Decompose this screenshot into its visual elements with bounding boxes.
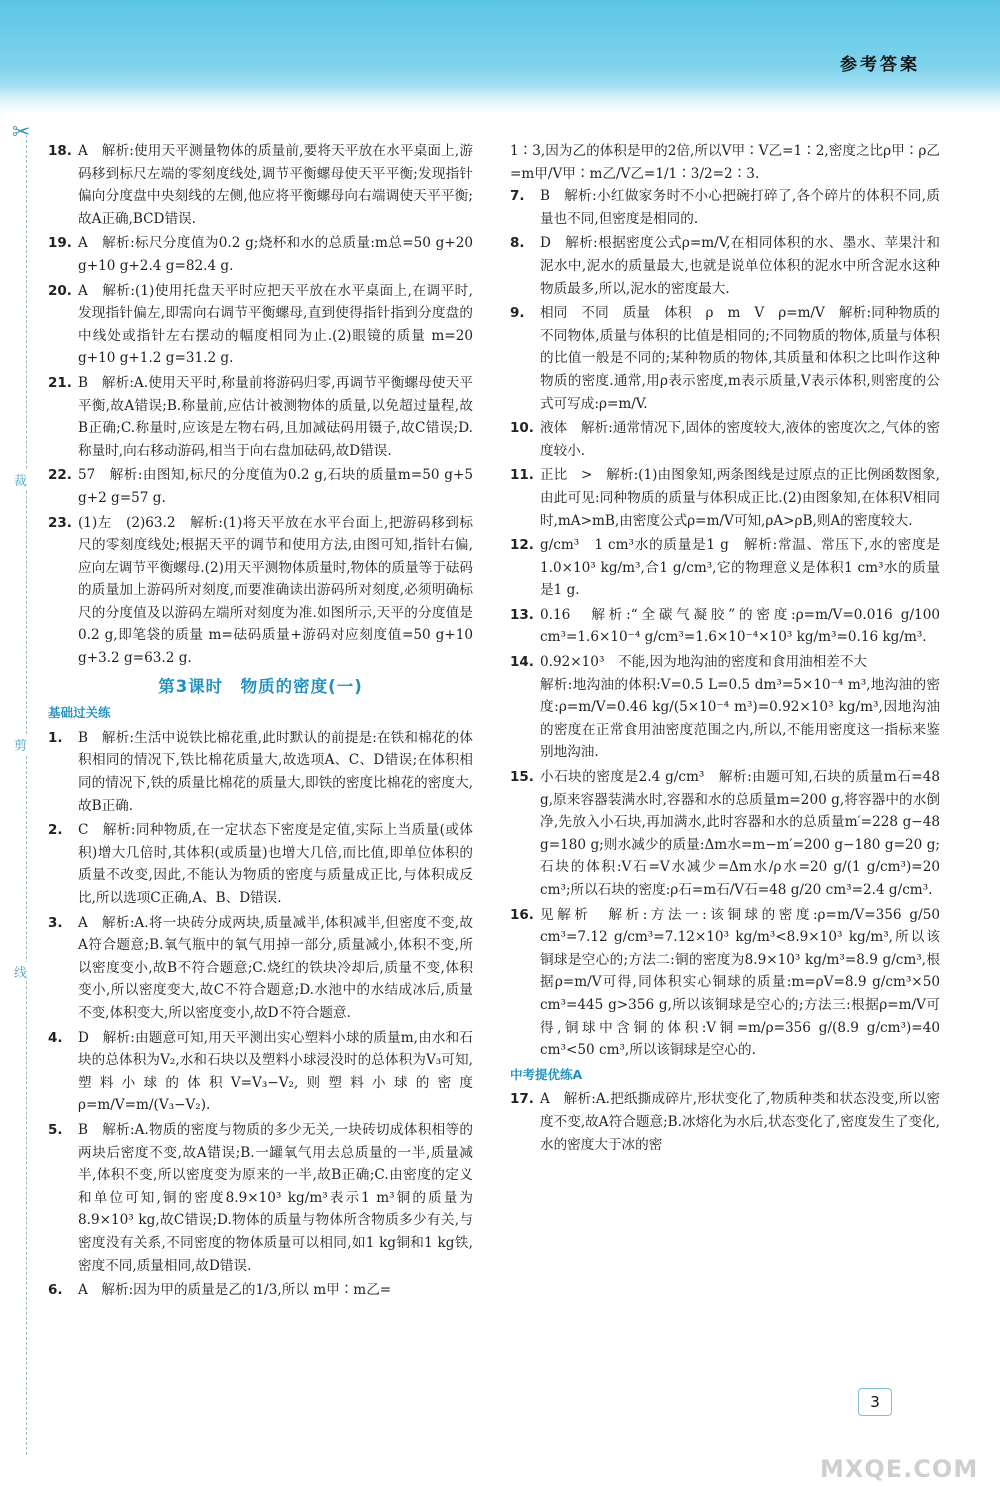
lesson-title: 第3课时 物质的密度(一) — [158, 676, 363, 696]
answer-item: 7. B 解析:小红做家务时不小心把碗打碎了,各个碎片的体积不同,质量也不同,但密度是相同的. — [510, 188, 940, 227]
answer-item: 16. 见解析 解析:方法一:该铜球的密度:ρ=m/V=356 g/50 cm³=7.12 g/cm³=7.12×10³ kg/m³<8.9×10³ kg/m³,所以该铜球是空心的;方法二:铜的密度为8.9×10³ kg/m³=8.9 g/cm³,根据ρ=m/V可得,同体积实心铜球的质量:m=ρV=8.9 g/cm³×50 cm³=445 g>356 g,所以该铜球是空心的;方法三:根据ρ=m/V可得,铜球中含铜的体积:V铜=m/ρ=356 g/(8.9 g/cm³)=40 cm³<50 cm³,所以该铜球是空心的. — [510, 906, 945, 1059]
cut-label-1: 裁 — [14, 470, 27, 489]
cut-label-3: 线 — [14, 962, 27, 981]
answer-item: 17. A 解析:A.把纸撕成碎片,形状变化了,物质种类和状态没变,所以密度不变,故A符合题意;B.冰熔化为水后,状态变化了,密度发生了变化,水的密度大于冰的密 — [510, 1091, 940, 1153]
scissors-icon: ✂ — [12, 120, 31, 145]
header-banner-edge — [0, 86, 1000, 116]
answer-list-prev — [48, 140, 478, 670]
answer-item: 21. B 解析:A.使用天平时,称量前将游码归零,再调节平衡螺母使天平平衡,故A错误;B.称量前,应估计被测物体的质量,以免超过量程,故B正确;C.称量时,应该是左物右码,且加减砝码用镊子,故C错误;D.称量时,向右移动游码,相当于向右盘加砝码,故D错误. — [48, 374, 473, 459]
answer-item: 23. (1)左 (2)63.2 解析:(1)将天平放在水平台面上,把游码移到标尺的零刻度线处;根据天平的调节和使用方法,由图可知,指针右偏,应向左调节平衡螺母.(2)用天平测物体质量时,物体的质量等于砝码的质量加上游码所对刻度,而要准确读出游码所对刻度,必须明确标尺的分度值及以游码左端所对刻度为准.如图所示,天平的分度值是0.2 g,即笔袋的质量 m=砝码质量+游码对应刻度值=50 g+10 g+3.2 g=63.2 g. — [48, 514, 478, 667]
answer-list-exam — [510, 1088, 940, 1156]
answer-item: 6. A 解析:因为甲的质量是乙的1/3,所以 m甲∶m乙= — [48, 1282, 392, 1299]
page-header-title: 参考答案 — [840, 55, 920, 75]
answer-item: 22. 57 解析:由图知,标尺的分度值为0.2 g,石块的质量m=50 g+5 g+2 g=57 g. — [48, 467, 478, 506]
cut-line — [26, 135, 27, 1455]
answer-item: 10. 液体 解析:通常情况下,固体的密度较大,液体的密度次之,气体的密度较小. — [510, 420, 940, 459]
answer-item: 5. B 解析:A.物质的密度与物质的多少无关,一块砖切成体积相等的两块后密度不变,故A错误;B.一罐氧气用去总质量的一半,质量减半,体积不变,所以密度变为原来的一半,故B正确;C.由密度的定义和单位可知,铜的密度8.9×10³ kg/m³表示1 m³铜的质量为8.9×10³ kg,故C错误;D.物体的质量与物体所含物质多少有关,与密度没有关系,不同密度的物体质量可以相同,如1 kg铜和1 kg铁,密度不同,质量相同,故D错误. — [48, 1121, 473, 1274]
answer-item: 4. D 解析:由题意可知,用天平测出实心塑料小球的质量m,由水和石块的总体积为V₂,水和石块以及塑料小球浸没时的总体积为V₃可知,塑料小球的体积V=V₃−V₂,则塑料小球的密度 ρ=m/V=m/(V₃−V₂). — [48, 1029, 478, 1114]
answer-continuation: 1∶3,因为乙的体积是甲的2倍,所以V甲∶V乙=1∶2,密度之比ρ甲∶ρ乙=m甲/V甲∶m乙/V乙=1/1∶3/2=2∶3. — [510, 143, 940, 182]
answer-item: 1. B 解析:生活中说铁比棉花重,此时默认的前提是:在铁和棉花的体积相同的情况下,铁比棉花质量大,故选项A、C、D错误;在体积相同的情况下,铁的质量比棉花的质量大,即铁的密度比棉花的密度大,故B正确. — [48, 729, 473, 814]
answer-item: 8. D 解析:根据密度公式ρ=m/V,在相同体积的水、墨水、苹果汁和泥水中,泥水的质量最大,也就是说单位体积的泥水中所含泥水这种物质最多,所以,泥水的密度最大. — [510, 235, 940, 297]
answer-list-basic — [48, 727, 478, 1302]
answer-item: 13. 0.16 解析:“全碳气凝胶”的密度:ρ=m/V=0.016 g/100 cm³=1.6×10⁻⁴ g/cm³=1.6×10⁻⁴×10³ kg/m³=0.16 kg/m³. — [510, 606, 945, 646]
section-exam: 中考提优练A — [510, 1066, 583, 1082]
answer-item: 2. C 解析:同种物质,在一定状态下密度是定值,实际上当质量(或体积)增大几倍时,其体积(或质量)也增大几倍,而比值,即单位体积的质量不改变,因此,不能认为物质的密度与质量成正比,与体积成反比,所以选项C正确,A、B、D错误. — [48, 822, 473, 906]
answer-list-right — [510, 185, 945, 1062]
answer-item: 9. 相同 不同 质量 体积 ρ m V ρ=m/V 解析:同种物质的不同物体,质量与体积的比值是相同的;不同物质的物体,质量与体积的比值一般是不同的;某种物质的物体,其质量和体积之比叫作这种物质的密度.通常,用ρ表示密度,m表示质量,V表示体积,则密度的公式可写成:ρ=m/V. — [510, 305, 940, 412]
section-basic: 基础过关练 — [48, 705, 111, 721]
answer-item: 20. A 解析:(1)使用托盘天平时应把天平放在水平桌面上,在调平时,发现指针偏左,即需向右调节平衡螺母,直到使得指针指到分度盘的中线处或指针左右摆动的幅度相同为止.(2)眼镜的质量 m=20 g+10 g+1.2 g=31.2 g. — [48, 282, 478, 367]
cut-label-2: 剪 — [14, 735, 27, 754]
answer-item: 14. 0.92×10³ 不能,因为地沟油的密度和食用油相差不大 解析:地沟油的体积:V=0.5 L=0.5 dm³=5×10⁻⁴ m³,地沟油的密度:ρ=m/V=0.46 kg/(5×10⁻⁴ m³)=0.92×10³ kg/m³,因地沟油的密度在正常食用油密度范围之内,所以,不能用密度这一指标来鉴别地沟油. — [510, 654, 940, 761]
answer-item: 12. g/cm³ 1 cm³水的质量是1 g 解析:常温、常压下,水的密度是1.0×10³ kg/m³,合1 g/cm³,它的物理意义是体积1 cm³水的质量是1 g. — [510, 537, 940, 599]
left-column — [48, 140, 478, 1304]
answer-item: 11. 正比 > 解析:(1)由图象知,两条图线是过原点的正比例函数图象,由此可见:同种物质的质量与体积成正比.(2)由图象知,在体积V相同时,mA>mB,由密度公式ρ=m/V可知,ρA>ρB,则A的密度较大. — [510, 467, 940, 529]
page-number: 3 — [858, 1388, 892, 1416]
answer-item: 18. A 解析:使用天平测量物体的质量前,要将天平放在水平桌面上,游码移到标尺左端的零刻度线处,调节平衡螺母使天平平衡;发现指针偏向分度盘中央刻线的左侧,他应将平衡螺母向右端调使天平平衡;故A正确,BCD错误. — [48, 143, 473, 227]
answer-item: 3. A 解析:A.将一块砖分成两块,质量减半,体积减半,但密度不变,故A符合题意;B.氧气瓶中的氧气用掉一部分,质量减小,体积不变,所以密度变小,故B不符合题意;C.烧红的铁块冷却后,质量不变,体积变小,所以密度变大,故C不符合题意;D.水池中的水结成冰后,质量不变,体积变大,所以密度变小,故D不符合题意. — [48, 914, 473, 1021]
answer-item: 19. A 解析:标尺分度值为0.2 g;烧杯和水的总质量:m总=50 g+20 g+10 g+2.4 g=82.4 g. — [48, 235, 478, 274]
watermark: MXQE.COM — [820, 1455, 979, 1483]
right-column — [510, 140, 945, 1158]
answer-item: 15. 小石块的密度是2.4 g/cm³ 解析:由题可知,石块的质量m石=48 g,原来容器装满水时,容器和水的总质量m=200 g,将容器中的水倒净,先放入小石块,再加满水,此时容器和水的总质量m′=228 g−48 g=180 g;则水减少的质量:Δm水=m−m′=200 g−180 g=20 g;石块的体积:V石=V水减少=Δm水/ρ水=20 g/(1 g/cm³)=20 cm³;所以石块的密度:ρ石=m石/V石=48 g/20 cm³=2.4 g/cm³. — [510, 769, 945, 898]
